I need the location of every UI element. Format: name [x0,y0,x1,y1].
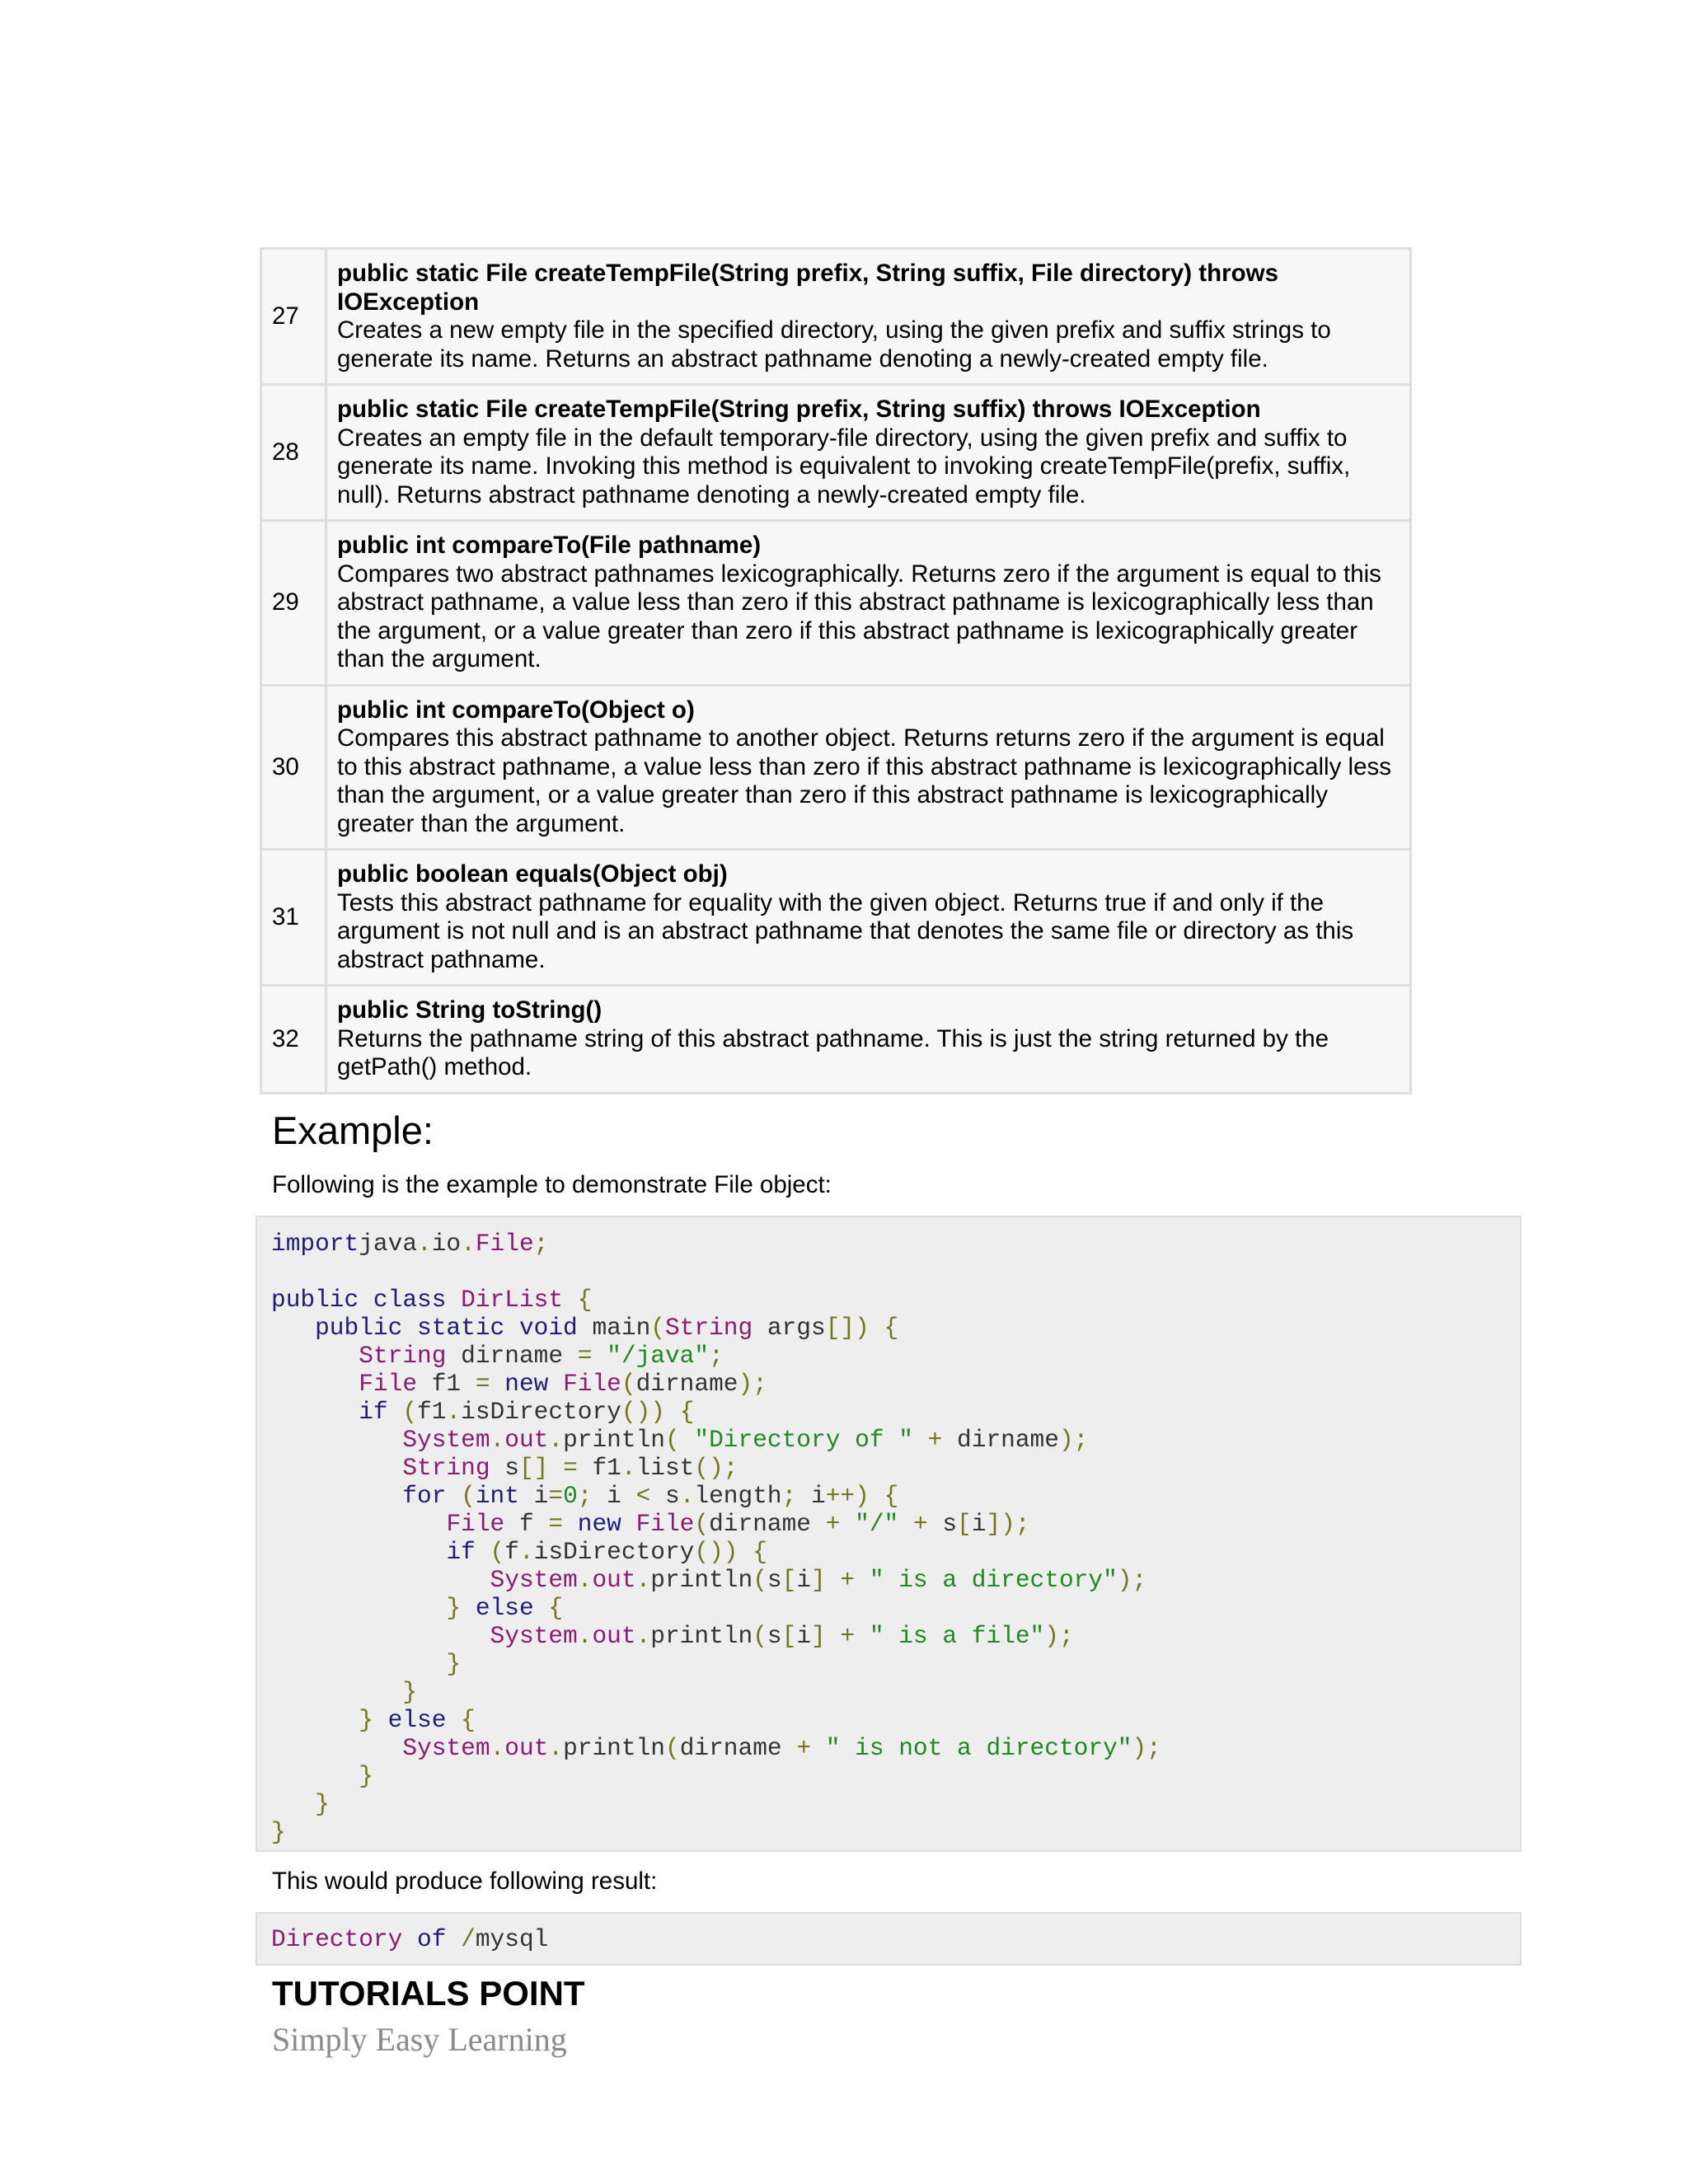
method-number: 27 [261,249,326,385]
code-line [271,1426,1520,1454]
code-token: " is a directory" [869,1566,1118,1594]
code-token [271,1398,359,1426]
code-block [256,1216,1522,1852]
code-token [665,1398,680,1426]
code-token: mysql [475,1925,549,1953]
code-token [680,1426,695,1454]
code-token [388,1398,403,1426]
code-token [563,1286,578,1314]
code-token: out [504,1734,549,1762]
code-token: of [417,1925,447,1953]
code-token: ); [1132,1734,1161,1762]
code-token: dirname [635,1370,738,1398]
code-token [826,1566,841,1594]
code-token: f1 [417,1398,447,1426]
code-token: } [359,1706,373,1734]
code-line [271,1925,1520,1953]
code-token [913,1426,928,1454]
code-token: ( [753,1622,767,1650]
code-token: String [664,1314,753,1342]
code-token: ( [461,1482,476,1510]
code-token: { [753,1538,767,1566]
code-token: ( [664,1734,680,1762]
code-token: + [796,1734,812,1762]
methods-table [260,247,1412,1094]
code-token: ); [1044,1622,1074,1650]
code-token: s [490,1454,519,1482]
method-cell [326,685,1411,850]
code-token: (); [694,1454,738,1482]
code-token: new [504,1370,549,1398]
method-row [261,986,1411,1094]
code-token: . [548,1426,564,1454]
code-token: ( [753,1566,767,1594]
code-token: out [504,1426,549,1454]
code-line [271,1734,1520,1762]
code-token [271,1650,446,1678]
code-token: + [927,1426,943,1454]
code-line [271,1286,1520,1314]
code-token: []) [825,1314,870,1342]
code-line [271,1566,1520,1594]
code-token: i [518,1482,549,1510]
code-token: f1 [577,1454,621,1482]
code-token: ( [402,1398,418,1426]
code-token: dirname [446,1342,578,1370]
code-token: ); [738,1370,767,1398]
code-token: { [884,1314,899,1342]
code-token [461,1594,476,1622]
code-token: [ [781,1622,797,1650]
code-token: = [577,1342,593,1370]
method-cell [326,850,1411,986]
code-token: i [796,1566,812,1594]
code-token [446,1706,461,1734]
code-token: File [446,1510,505,1538]
code-token: / [461,1925,476,1953]
code-token: s [767,1566,782,1594]
code-token [446,1925,461,1953]
code-token [592,1342,607,1370]
code-token: out [592,1622,636,1650]
code-token: dirname [942,1426,1059,1454]
method-signature: public int compareTo(File pathname) [337,532,762,559]
code-token: ); [1058,1426,1089,1454]
code-token: + [840,1566,856,1594]
code-token: . [490,1734,505,1762]
code-token: println [563,1734,665,1762]
code-token [534,1594,549,1622]
code-token: + [912,1510,928,1538]
code-token: [ [957,1510,972,1538]
code-token: " is not a directory" [825,1734,1132,1762]
method-description: Returns the pathname string of this abstract pathname. This is just the string returned by the getPath() method. [337,1024,1329,1080]
code-token [271,1426,402,1454]
code-token: . [461,1230,476,1258]
code-token: [] [518,1454,549,1482]
code-token [271,1370,359,1398]
code-token [271,1594,446,1622]
result-intro: This would produce following result: [272,1868,658,1895]
code-token: = [548,1510,564,1538]
code-token: ()) [621,1398,665,1426]
code-token: + [840,1622,856,1650]
code-token: } [271,1818,286,1846]
code-token [271,1762,359,1790]
code-token: int [475,1482,519,1510]
code-token: class [373,1286,447,1314]
code-token: . [679,1482,695,1510]
method-row [261,685,1411,850]
example-heading: Example: [272,1108,434,1152]
code-token: . [518,1538,534,1566]
code-token: File [563,1370,621,1398]
code-token: = [548,1482,564,1510]
method-signature: public static File createTempFile(String prefix, String suffix) throws IOException [337,396,1261,423]
code-token: 0 [563,1482,578,1510]
code-token: . [548,1734,564,1762]
code-token: "/" [855,1510,899,1538]
code-token: ] [811,1622,826,1650]
code-token: "/java" [607,1342,710,1370]
code-token [898,1510,913,1538]
code-token: println [650,1622,753,1650]
code-token: s [650,1482,680,1510]
code-token: else [475,1594,534,1622]
code-token: . [635,1566,651,1594]
code-token: s [927,1510,958,1538]
method-cell [326,521,1411,686]
method-cell [326,986,1411,1094]
code-token: length [694,1482,782,1510]
method-signature: public static File createTempFile(String prefix, String suffix, File directory) throws IOException [337,260,1278,316]
code-token [271,1734,402,1762]
code-token: . [635,1622,651,1650]
example-intro: Following is the example to demonstrate File object: [272,1171,832,1198]
code-token [271,1566,490,1594]
code-line [271,1370,1520,1398]
method-signature: public boolean equals(Object obj) [337,860,728,888]
code-token: static [417,1314,505,1342]
code-token: dirname [679,1734,797,1762]
code-token: . [490,1426,505,1454]
code-token: = [563,1454,578,1482]
method-signature: public int compareTo(Object o) [337,696,695,724]
code-token: } [359,1762,373,1790]
code-token: System [490,1566,578,1594]
code-token [840,1510,855,1538]
code-token [271,1482,402,1510]
code-token [402,1925,417,1953]
code-token [476,1538,490,1566]
code-token: out [592,1566,636,1594]
code-token: ( [621,1370,636,1398]
code-token: } [446,1594,462,1622]
code-token [271,1678,402,1706]
code-token: . [577,1622,593,1650]
code-token: list [635,1454,695,1482]
method-row [261,521,1411,686]
code-token [548,1370,563,1398]
code-token: + [825,1510,841,1538]
code-token [855,1566,870,1594]
method-number: 30 [261,685,326,850]
code-line [271,1538,1520,1566]
code-line [271,1594,1520,1622]
code-line [271,1622,1520,1650]
code-line [271,1482,1520,1510]
method-number: 31 [261,850,326,986]
code-line [271,1258,1520,1286]
code-token [811,1734,826,1762]
code-token: if [446,1538,476,1566]
code-token: ( [490,1538,505,1566]
code-token: { [577,1286,593,1314]
method-number: 29 [261,521,326,686]
method-row [261,850,1411,986]
code-token [446,1482,461,1510]
code-token: ; [781,1482,797,1510]
code-token: Directory [271,1925,403,1953]
code-token: " is a file" [869,1622,1045,1650]
code-token: ( [650,1314,665,1342]
code-token: } [446,1650,462,1678]
code-token [563,1510,578,1538]
code-token: ]); [986,1510,1030,1538]
code-line [271,1398,1520,1426]
code-token [271,1314,315,1342]
method-row [261,249,1411,385]
code-token: . [417,1230,432,1258]
code-token: ++) [825,1482,870,1510]
code-token: { [679,1398,695,1426]
code-token: { [548,1594,564,1622]
code-token: isDirectory [461,1398,621,1426]
code-token [621,1510,636,1538]
method-description: Creates an empty file in the default temporary-file directory, using the given prefix and suffix to generate its name. Invoking this method is equivalent to invoking createTempFile(prefix, suffix, null). Returns abstract pathname denoting a newly-created empty file. [337,424,1351,509]
code-token: . [577,1566,593,1594]
code-token [271,1538,446,1566]
method-row [261,385,1411,521]
code-token: ()) [694,1538,738,1566]
code-token: File [359,1370,418,1398]
code-token: . [446,1398,462,1426]
code-line [271,1342,1520,1370]
code-line [271,1510,1520,1538]
code-line [271,1790,1520,1818]
method-description: Tests this abstract pathname for equality with the given object. Returns true if and only if the argument is not null and is an abstract pathname that denotes the same file or directory as this abstract pathname. [337,888,1354,973]
code-token: ; [577,1482,593,1510]
code-token [826,1622,841,1650]
method-description: Compares this abstract pathname to another object. Returns returns zero if the argument is equal to this abstract pathname, a value less than zero if this abstract pathname is lexicographically less than the argument, or a value greater than zero if this abstract pathname is lexicographically greater than the argument. [337,724,1391,837]
code-token: args [753,1314,826,1342]
footer-subtitle: Simply Easy Learning [272,2021,567,2058]
code-token: ( [664,1426,680,1454]
code-token: = [475,1370,490,1398]
code-token: ] [811,1566,826,1594]
code-token: void [518,1314,578,1342]
output-text [271,1925,1520,1953]
code-token: } [402,1678,418,1706]
code-token [855,1622,870,1650]
method-description: Creates a new empty file in the specified directory, using the given prefix and suffix strings to generate its name. Returns an abstract pathname denoting a newly-created empty file. [337,316,1331,373]
method-number: 28 [261,385,326,521]
code-token: i [971,1510,987,1538]
code-token: { [461,1706,476,1734]
code-token [271,1510,446,1538]
code-token [271,1706,359,1734]
code-token: io [431,1230,462,1258]
footer-title: TUTORIALS POINT [272,1974,585,2013]
code-token: } [315,1790,330,1818]
code-token [490,1370,505,1398]
code-token: File [635,1510,695,1538]
code-token: f [504,1538,519,1566]
code-token: [ [781,1566,797,1594]
code-token: public [315,1314,403,1342]
code-token: dirname [709,1510,826,1538]
code-line [271,1706,1520,1734]
code-token [373,1706,388,1734]
code-token: i [592,1482,636,1510]
method-cell [326,249,1411,385]
code-token [359,1286,373,1314]
code-token: System [402,1734,490,1762]
code-token: DirList [461,1286,564,1314]
code-line [271,1818,1520,1846]
code-token [548,1454,563,1482]
method-description: Compares two abstract pathnames lexicographically. Returns zero if the argument is equal to this abstract pathname, a value less than zero if this abstract pathname is lexicographically less than the argument, or a value greater than zero if this abstract pathname is lexicographically greater than the argument. [337,560,1381,673]
code-line [271,1650,1520,1678]
code-token: { [884,1482,899,1510]
code-token: . [621,1454,636,1482]
code-token: ( [694,1510,710,1538]
code-token: if [359,1398,388,1426]
code-token: for [402,1482,447,1510]
code-token: String [402,1454,490,1482]
code-token: System [402,1426,490,1454]
code-token [271,1622,490,1650]
code-token [271,1790,315,1818]
code-token [738,1538,753,1566]
code-token: ; [709,1342,724,1370]
code-token [446,1286,461,1314]
code-text [271,1230,1520,1846]
code-token: println [650,1566,753,1594]
code-token: main [577,1314,651,1342]
code-token [504,1314,519,1342]
code-line [271,1678,1520,1706]
code-token [402,1314,417,1342]
code-token: File [475,1230,534,1258]
code-token: i [796,1622,812,1650]
code-token: ); [1117,1566,1147,1594]
method-number: 32 [261,986,326,1094]
code-token: public [271,1286,359,1314]
code-line [271,1454,1520,1482]
code-token: isDirectory [533,1538,695,1566]
code-token: s [767,1622,782,1650]
code-token [271,1342,359,1370]
code-token: < [635,1482,651,1510]
code-token [870,1482,884,1510]
code-token: java [359,1230,418,1258]
output-block [256,1912,1522,1966]
code-token: "Directory of " [694,1426,913,1454]
code-token: ; [533,1230,549,1258]
code-token: else [387,1706,447,1734]
code-token: f [504,1510,549,1538]
code-token: System [490,1622,578,1650]
code-token [870,1314,884,1342]
code-token: import [271,1230,359,1258]
code-line [271,1314,1520,1342]
method-signature: public String toString() [337,996,603,1024]
code-token: f1 [417,1370,476,1398]
code-line [271,1230,1520,1258]
code-token: String [359,1342,447,1370]
code-token [271,1454,402,1482]
code-token: println [563,1426,665,1454]
code-line [271,1762,1520,1790]
method-cell [326,385,1411,521]
code-token: new [577,1510,621,1538]
code-token: i [796,1482,826,1510]
